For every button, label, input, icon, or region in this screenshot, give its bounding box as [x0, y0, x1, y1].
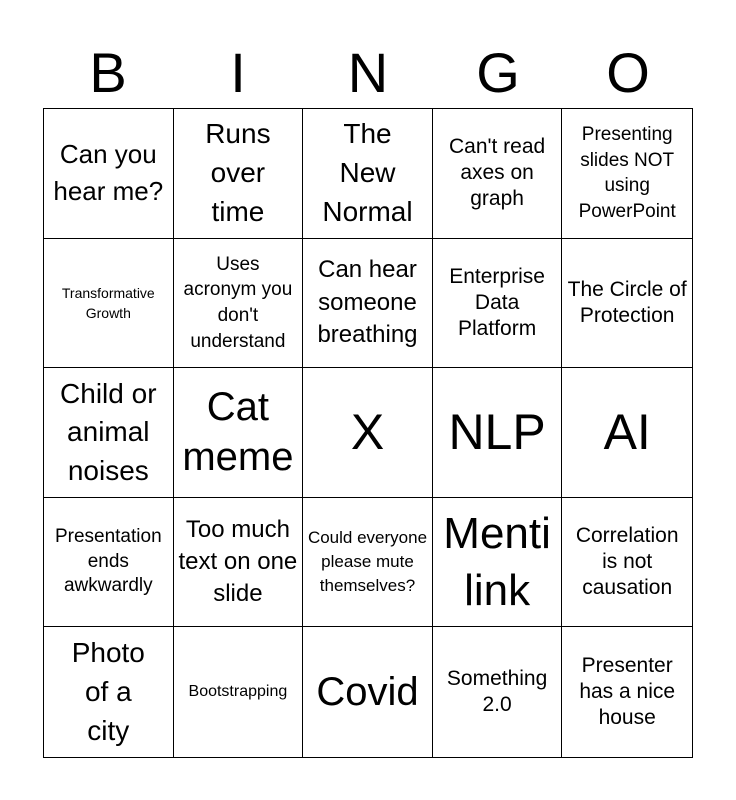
bingo-cell-r5c3[interactable]: [303, 627, 433, 757]
bingo-cell-r1c2[interactable]: [174, 109, 304, 239]
cell-text: Bootstrapping: [188, 682, 288, 700]
bingo-cell-r4c4[interactable]: [433, 498, 563, 628]
cell-text: Transformative Growth: [61, 284, 155, 321]
cell-text: Presenter has a nice house: [579, 653, 676, 730]
cell-text: Runs over time: [205, 118, 271, 227]
cell-text: Cat meme: [182, 385, 294, 480]
cell-text: Could everyone please mute themselves?: [307, 527, 428, 596]
header-letter-n: N: [347, 41, 389, 104]
cell-text: Too much text on one slide: [178, 515, 298, 608]
bingo-cell-r5c4[interactable]: [433, 627, 563, 757]
bingo-cell-r5c1[interactable]: [44, 627, 174, 757]
bingo-cell-r1c4[interactable]: [433, 109, 563, 239]
bingo-cell-r2c1[interactable]: [44, 239, 174, 369]
header-letter-g: G: [476, 41, 520, 104]
cell-text: Enterprise Data Platform: [449, 264, 545, 341]
cell-text: Covid: [316, 670, 419, 715]
bingo-cell-r3c5[interactable]: [562, 368, 692, 498]
bingo-cell-r2c5[interactable]: [562, 239, 692, 369]
cell-text: Can't read axes on graph: [448, 134, 546, 211]
bingo-cell-r5c5[interactable]: [562, 627, 692, 757]
cell-text: Child or animal noises: [60, 377, 157, 486]
bingo-cell-r4c1[interactable]: [44, 498, 174, 628]
bingo-cell-r3c4[interactable]: [433, 368, 563, 498]
cell-text: Can you hear me?: [53, 139, 164, 207]
cell-text: X: [350, 403, 385, 460]
cell-text: Correlation is not causation: [575, 523, 679, 600]
bingo-cell-r4c3[interactable]: [303, 498, 433, 628]
header-letter-o: O: [606, 41, 650, 104]
bingo-cell-r2c3[interactable]: [303, 239, 433, 369]
cell-text: Presentation ends awkwardly: [54, 526, 162, 597]
header-letter-i: I: [230, 41, 246, 104]
bingo-cell-r1c5[interactable]: [562, 109, 692, 239]
cell-text: Menti link: [443, 508, 551, 616]
bingo-cell-r5c2[interactable]: [174, 627, 304, 757]
bingo-cell-r4c2[interactable]: [174, 498, 304, 628]
cell-text: Can hear someone breathing: [317, 256, 418, 349]
bingo-cell-r3c1[interactable]: [44, 368, 174, 498]
cell-text: Photo of a city: [71, 637, 145, 746]
cell-text: AI: [603, 403, 651, 460]
bingo-cell-r1c1[interactable]: [44, 109, 174, 239]
bingo-cell-r4c5[interactable]: [562, 498, 692, 628]
cell-text: The Circle of Protection: [567, 277, 687, 327]
bingo-board: [43, 108, 693, 758]
bingo-cell-r1c3[interactable]: [303, 109, 433, 239]
bingo-cell-r3c2[interactable]: [174, 368, 304, 498]
cell-text: Presenting slides NOT using PowerPoint: [578, 124, 676, 222]
bingo-header: [43, 38, 693, 108]
cell-text: NLP: [448, 403, 546, 460]
cell-text: Something 2.0: [446, 666, 548, 717]
bingo-cell-r3c3[interactable]: [303, 368, 433, 498]
cell-text: Uses acronym you don't understand: [183, 253, 293, 352]
cell-text: The New Normal: [322, 118, 413, 227]
header-letter-b: B: [89, 41, 127, 104]
bingo-cell-r2c2[interactable]: [174, 239, 304, 369]
bingo-cell-r2c4[interactable]: [433, 239, 563, 369]
